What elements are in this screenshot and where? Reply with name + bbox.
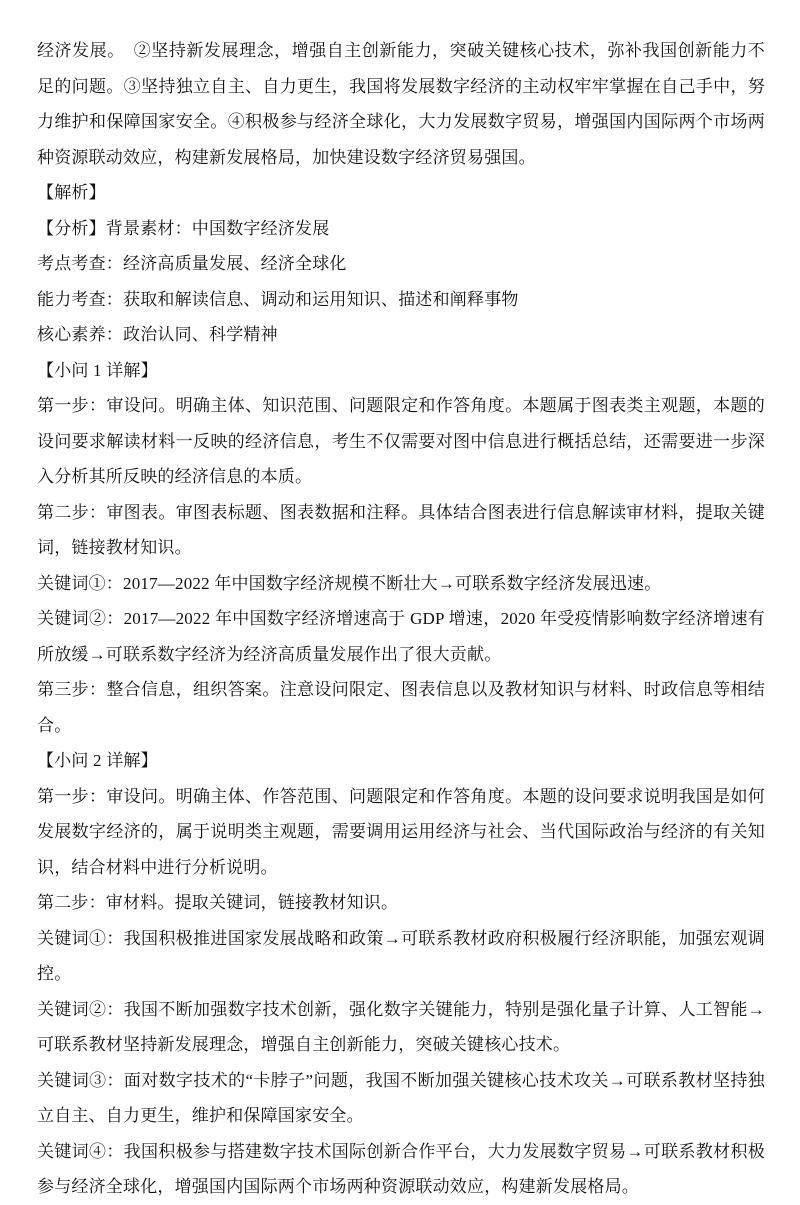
sq2-keyword-1: 关键词①：我国积极推进国家发展战略和政策→可联系教材政府积极履行经济职能，加强宏观调控。: [37, 928, 765, 983]
background-material-line: 【分析】背景素材：中国数字经济发展: [37, 218, 330, 238]
sq2-keyword-2: 关键词②：我国不断加强数字技术创新，强化数字关键能力，特别是强化量子计算、人工智能→可联系教材坚持新发展理念，增强自主创新能力，突破关键核心技术。: [37, 999, 765, 1054]
exam-points-line: 考点考查：经济高质量发展、经济全球化: [37, 254, 347, 273]
sq2-step1-paragraph: 第一步：审设问。明确主体、作答范围、问题限定和作答角度。本题的设问要求说明我国是如何发展数字经济的，属于说明类主观题，需要调用运用经济与社会、当代国际政治与经济的有关知识，结合材料中进行分析说明。: [37, 786, 765, 877]
ability-assessment-line: 能力考查：获取和解读信息、调动和运用知识、描述和阐释事物: [37, 289, 519, 309]
sq1-step1-paragraph: 第一步：审设问。明确主体、知识范围、问题限定和作答角度。本题属于图表类主观题，本题的设问要求解读材料一反映的经济信息，考生不仅需要对图中信息进行概括总结，还需要进一步深入分析其所反映的经济信息的本质。: [37, 396, 765, 486]
analysis-section-label: 【解析】: [37, 183, 106, 202]
sq2-keyword-3: 关键词③：面对数字技术的“卡脖子”问题，我国不断加强关键核心技术攻关→可联系教材坚持独立自主、自力更生，维护和保障国家安全。: [37, 1070, 765, 1125]
sq1-keyword-1: 关键词①：2017—2022 年中国数字经济规模不断壮大→可联系数字经济发展迅速。: [37, 573, 662, 593]
sq2-step2-paragraph: 第二步：审材料。提取关键词，链接教材知识。: [37, 893, 399, 912]
sq1-keyword-2: 关键词②：2017—2022 年中国数字经济增速高于 GDP 增速，2020 年受疫情影响数字经济增速有所放缓→可联系数字经济为经济高质量发展作出了很大贡献。: [37, 609, 765, 664]
core-literacy-line: 核心素养：政治认同、科学精神: [37, 325, 278, 344]
sq2-keyword-4: 关键词④：我国积极参与搭建数字技术国际创新合作平台，大力发展数字贸易→可联系教材积极参与经济全球化，增强国内国际两个市场两种资源联动效应，构建新发展格局。: [37, 1141, 765, 1196]
subquestion-2-label: 【小问 2 详解】: [37, 751, 158, 770]
sq1-step3-paragraph: 第三步：整合信息，组织答案。注意设问限定、图表信息以及教材知识与材料、时政信息等相结合。: [37, 680, 765, 735]
subquestion-1-label: 【小问 1 详解】: [37, 360, 158, 380]
answer-points-continued: 经济发展。 ②坚持新发展理念，增强自主创新能力，突破关键核心技术，弥补我国创新能力不足的问题。③坚持独立自主、自力更生，我国将发展数字经济的主动权牢牢掌握在自己手中，努力维护和保障国家安全。④积极参与经济全球化，大力发展数字贸易，增强国内国际两个市场两种资源联动效应，构建新发展格局，加快建设数字经济贸易强国。: [37, 41, 765, 167]
sq1-step2-paragraph: 第二步：审图表。审图表标题、图表数据和注释。具体结合图表进行信息解读审材料，提取关键词，链接教材知识。: [37, 502, 765, 557]
